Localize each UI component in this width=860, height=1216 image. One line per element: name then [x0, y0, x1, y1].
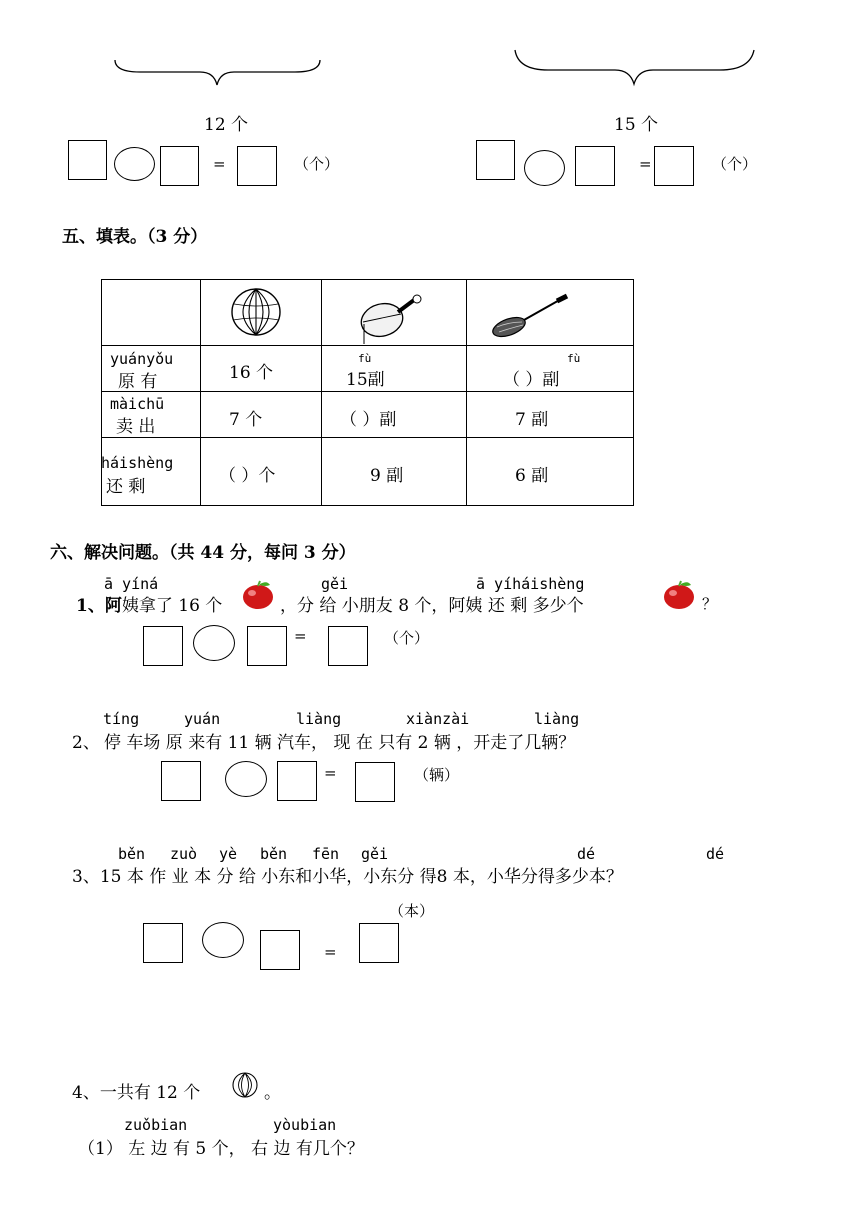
pinyin: běn — [260, 845, 288, 863]
answer-box[interactable] — [575, 146, 615, 186]
row-label-cell — [102, 392, 201, 438]
pinyin: gěi — [321, 575, 349, 593]
answer-box[interactable] — [143, 626, 183, 666]
ball-icon — [230, 1071, 260, 1099]
header-paddle-cell — [322, 280, 467, 346]
cell-value: 16 个 — [229, 363, 274, 383]
unit-label: （本） — [389, 902, 435, 920]
apple-icon — [661, 580, 697, 610]
row-label: 卖 出 — [116, 417, 156, 437]
cell-value: 9 副 — [370, 466, 404, 486]
question-mark: ？ — [702, 595, 718, 613]
header-empty-cell — [102, 280, 201, 346]
pinyin: tíng — [103, 710, 140, 728]
question-end: 。 — [264, 1083, 281, 1103]
pinyin: ā yíná — [104, 575, 159, 593]
pinyin: běn — [118, 845, 146, 863]
question-text: 3、15 本 作 业 本 分 给 小东和小华，小东分 得8 本，小华分得多少本？ — [72, 867, 623, 887]
operator-circle[interactable] — [225, 761, 267, 797]
pinyin: gěi — [361, 845, 389, 863]
header-ball-cell — [201, 280, 322, 346]
pinyin: zuǒbian — [124, 1116, 188, 1134]
pinyin: yè — [219, 845, 238, 863]
operator-circle[interactable] — [193, 625, 235, 661]
equals-sign: = — [294, 627, 307, 645]
pinyin: màichū — [110, 395, 165, 413]
question-1 — [76, 591, 222, 616]
pinyin: zuò — [170, 845, 198, 863]
answer-box[interactable] — [476, 140, 515, 180]
answer-box[interactable] — [68, 140, 107, 180]
section5-heading: 五、填表。（3 分） — [62, 227, 208, 247]
ping-pong-paddle-icon — [360, 294, 426, 346]
pinyin: liàng — [296, 710, 342, 728]
left-total: 12 个 — [204, 115, 249, 135]
cell-value[interactable]: （ ）副 — [503, 370, 560, 390]
cell-value: 15副 — [346, 370, 385, 390]
header-racket-cell — [467, 280, 634, 346]
equals-sign: = — [324, 764, 337, 782]
answer-box[interactable] — [654, 146, 694, 186]
question-text: ，分 给 小朋友 8 个，阿姨 还 剩 多少个 — [280, 596, 584, 616]
right-total: 15 个 — [614, 115, 659, 135]
answer-box[interactable] — [143, 923, 183, 963]
fill-table — [101, 279, 634, 506]
ball-icon — [226, 286, 286, 338]
pinyin: fù — [567, 352, 581, 365]
pinyin: fēn — [312, 845, 340, 863]
left-brace — [110, 55, 325, 95]
row-label-cell — [102, 346, 201, 392]
badminton-racket-icon — [491, 292, 571, 338]
unit-label: （个） — [384, 629, 430, 647]
answer-box[interactable] — [359, 923, 399, 963]
answer-box[interactable] — [277, 761, 317, 801]
unit-label: （辆） — [414, 766, 460, 784]
cell-value: 7 个 — [229, 410, 263, 430]
equals-sign: = — [213, 155, 226, 173]
question-text: 停 车场 原 来有 11 辆 汽车， 现 在 只有 2 辆 ，开走了几辆？ — [104, 733, 576, 753]
operator-circle[interactable] — [524, 150, 565, 186]
equals-sign: = — [324, 943, 337, 961]
sub-question: （1） 左 边 有 5 个， 右 边 有几个？ — [78, 1139, 364, 1159]
cell-value[interactable]: （ ）个 — [219, 466, 276, 486]
apple-icon — [240, 580, 276, 610]
unit-label: （个） — [712, 155, 758, 173]
pinyin: yuán — [184, 710, 221, 728]
pinyin: yòubian — [273, 1116, 337, 1134]
question-text: 姨拿了 16 个 — [121, 596, 223, 616]
pinyin: fù — [358, 352, 372, 365]
pinyin: ā yíháishèng — [476, 575, 585, 593]
cell-value: 7 副 — [515, 410, 549, 430]
answer-box[interactable] — [260, 930, 300, 970]
answer-box[interactable] — [247, 626, 287, 666]
question-number: 1、阿 — [76, 596, 122, 616]
section6-heading: 六、解决问题。（共 44 分，每问 3 分） — [50, 543, 356, 563]
row-label: 原 有 — [118, 372, 158, 392]
unit-label: （个） — [294, 155, 340, 173]
row-label: 还 剩 — [106, 477, 146, 497]
operator-circle[interactable] — [114, 147, 155, 181]
pinyin: háishèng — [101, 454, 174, 472]
pinyin: yuányǒu — [110, 350, 174, 368]
answer-box[interactable] — [328, 626, 368, 666]
pinyin: dé — [706, 845, 725, 863]
cell-value[interactable]: （ ）副 — [340, 410, 397, 430]
question-number: 2、 — [72, 733, 100, 753]
answer-box[interactable] — [160, 146, 199, 186]
question-text: 4、一共有 12 个 — [72, 1083, 201, 1103]
answer-box[interactable] — [355, 762, 395, 802]
pinyin: dé — [577, 845, 596, 863]
answer-box[interactable] — [161, 761, 201, 801]
cell-value: 6 副 — [515, 466, 549, 486]
equals-sign: = — [639, 155, 652, 173]
pinyin: liàng — [534, 710, 580, 728]
answer-box[interactable] — [237, 146, 277, 186]
row-label-cell — [102, 438, 201, 506]
pinyin: xiànzài — [406, 710, 470, 728]
operator-circle[interactable] — [202, 922, 244, 958]
right-brace — [510, 46, 760, 88]
